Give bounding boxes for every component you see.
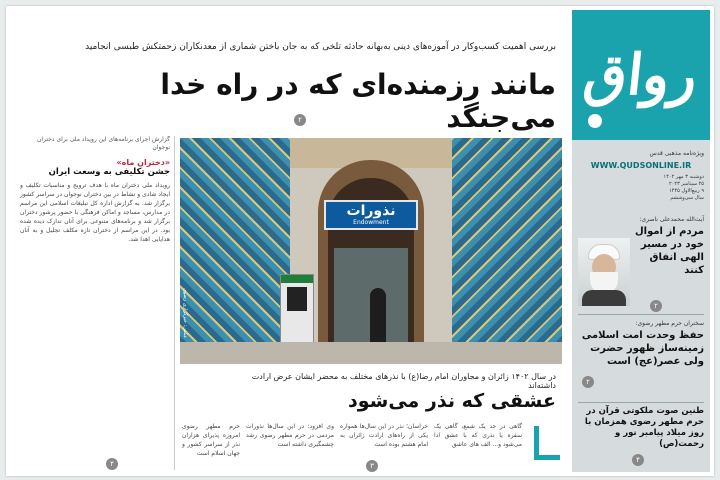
sidebar [572, 10, 710, 472]
date-line: ۲۵ سپتامبر ۲۰۲۳ [669, 181, 704, 187]
date-line: سال سی‌وششم [670, 195, 704, 201]
column-body: رویداد ملی دختران ماه با هدف ترویج و مناسبات تکلیف و ایجاد شادی و نشاط در بین دختران نوجوان در سراسر کشور برگزار شد. به گزارش اداره کل تبلیغات اسلامی این مراسم در مدارس، مساجد و اماکن فرهنگی با حضور پرشور دختران برگزار شد و برنامه‌های متنوعی برای آنان تدارک دیده شده بود. در این مراسم از دختران تازه مکلف تجلیل و به آنان هدایایی اهدا شد. [20, 182, 170, 243]
story-column: حرم مطهر رضوی امروزه پذیرای هزاران نذر از سراسر کشور و جهان اسلام است [182, 423, 240, 457]
date-line: دوشنبه ۳ مهر ۱۴۰۲ [663, 174, 704, 180]
story-column: وی افزود: در این سال‌ها نذورات مردمی در حرم مطهر رضوی رشد چشمگیری داشته است [246, 423, 334, 448]
donation-kiosk [280, 274, 314, 346]
logo-dot-icon [588, 114, 602, 128]
issue-dates [578, 174, 704, 202]
column-kicker: «دختران ماه» [116, 158, 170, 167]
sidebar-kicker: سخنران حرم مطهر رضوی: [635, 320, 704, 327]
feature-headline[interactable]: عشقی که نذر می‌شود [347, 390, 556, 412]
date-line: ۹ ربیع‌الاول ۱۴۴۵ [669, 188, 704, 194]
sign-text: نذورات [346, 203, 396, 219]
sidebar-headline: طنین صوت ملکوتی قرآن در حرم مطهر رضوی همزمان با روز میلاد پیامبر نور و رحمت(ص) [584, 406, 704, 449]
cleric-portrait [578, 238, 630, 306]
newspaper-page [6, 6, 714, 476]
page-badge: ۴ [106, 458, 118, 470]
lead-supra: بررسی اهمیت کسب‌وکار در آموزه‌های دینی به‌بهانه حادثه تلخی که به جان باختن شماری از معدنکاران زحمتکش طبسی انجامید [85, 42, 556, 52]
robe-shape [582, 290, 626, 306]
sidebar-story-3[interactable] [578, 406, 704, 450]
divider [578, 314, 704, 315]
story-column: خراسان؛ نذر در این سال‌ها همواره یکی از راه‌های ارادت زائران به امام هشتم بوده است [340, 423, 428, 448]
left-column [20, 136, 170, 470]
page-badge: ۲ [294, 114, 306, 126]
lead-headline[interactable]: مانند رزمنده‌ای که در راه خدا می‌جنگد [160, 68, 556, 134]
page-badge: ۴ [632, 454, 644, 466]
photo-credit: عکس: خبرگزاری رضوی [182, 288, 188, 339]
column-divider [174, 136, 175, 470]
column-intro: گزارش اجرای برنامه‌های این رویداد ملی برای دختران نوجوان [36, 136, 170, 151]
divider [578, 402, 704, 403]
page-badge: ۲ [650, 300, 662, 312]
photo-caption: در سال ۱۴۰۲ زائران و مجاوران امام رضا(ع) با نذرهای مختلف به محضر ایشان عرض ارادت داشته‌اند [251, 372, 556, 390]
shrine-photo [180, 138, 562, 364]
tilework-right [452, 138, 562, 364]
column-headline[interactable]: جشن تکلیفی به وسعت ایران [48, 167, 170, 177]
website-link[interactable]: WWW.QUDSONLINE.IR [590, 161, 692, 170]
sidebar-story-2[interactable] [578, 320, 704, 368]
kiosk-header [281, 275, 313, 283]
page-badge: ۳ [366, 460, 378, 472]
kiosk-screen [287, 287, 307, 311]
accent-bracket [534, 426, 560, 460]
person-silhouette [370, 288, 386, 348]
sign-subtext: Endowment [353, 219, 389, 226]
floor [180, 342, 562, 364]
tilework-left [180, 138, 290, 364]
logo-text: رواق [580, 42, 702, 108]
tagline: ویژه‌نامه مذهبی قدس [649, 150, 704, 157]
logo [572, 10, 710, 140]
sidebar-kicker: آیت‌الله محمدعلی ناصری: [639, 216, 704, 223]
page-badge: ۲ [582, 376, 594, 388]
story-column: گاهی در حد یک شمع، گاهی یک سفره یا نذری که با عشق ادا می‌شود و... الف های عاشق [434, 423, 522, 448]
endowment-sign [324, 200, 418, 230]
sidebar-headline: حفظ وحدت امت اسلامی زمینه‌ساز ظهور حضرت ولی عصر(عج) است [581, 330, 704, 367]
sidebar-headline: مردم از اموال خود در مسیر الهی انفاق کنند [634, 226, 704, 276]
